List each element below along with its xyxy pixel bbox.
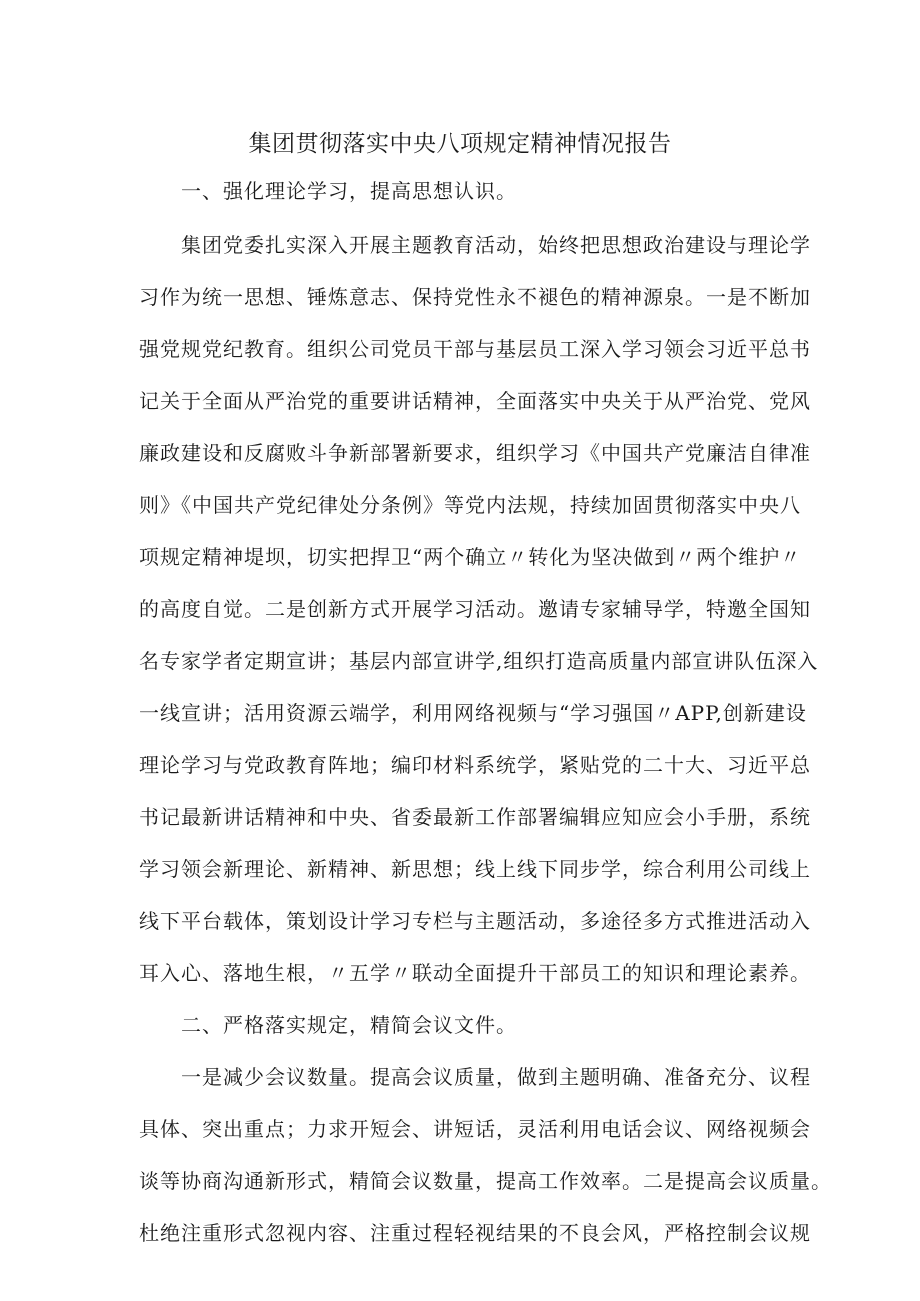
paragraph-line: 耳入心、落地生根，〃五学〃联动全面提升干部员工的知识和理论素养。 bbox=[139, 961, 811, 985]
section-heading-2: 二、严格落实规定，精简会议文件。 bbox=[181, 1013, 517, 1037]
paragraph-line: 一是减少会议数量。提高会议质量，做到主题明确、准备充分、议程 bbox=[181, 1065, 811, 1089]
paragraph-line: 的高度自觉。二是创新方式开展学习活动。邀请专家辅导学，特邀全国知 bbox=[139, 597, 811, 621]
document-title: 集团贯彻落实中央八项规定精神情况报告 bbox=[248, 131, 672, 157]
section-heading-1: 一、强化理论学习，提高思想认识。 bbox=[181, 179, 517, 203]
paragraph-line: 理论学习与党政教育阵地；编印材料系统学，紧贴党的二十大、习近平总 bbox=[139, 753, 811, 777]
paragraph-line: 廉政建设和反腐败斗争新部署新要求，组织学习《中国共产党廉洁自律准 bbox=[139, 441, 811, 465]
paragraph-line: 名专家学者定期宣讲；基层内部宣讲学,组织打造高质量内部宣讲队伍深入 bbox=[139, 649, 819, 673]
paragraph-line: 集团党委扎实深入开展主题教育活动，始终把思想政治建设与理论学 bbox=[181, 233, 811, 257]
paragraph-line: 则》《中国共产党纪律处分条例》等党内法规，持续加固贯彻落实中央八 bbox=[139, 493, 801, 517]
paragraph-line: 强党规党纪教育。组织公司党员干部与基层员工深入学习领会习近平总书 bbox=[139, 337, 811, 361]
paragraph-line: 记关于全面从严治党的重要讲话精神，全面落实中央关于从严治党、党风 bbox=[139, 389, 811, 413]
paragraph-line: 谈等协商沟通新形式，精简会议数量，提高工作效率。二是提高会议质量。 bbox=[139, 1169, 832, 1193]
paragraph-line: 具体、突出重点；力求开短会、讲短话，灵活利用电话会议、网络视频会 bbox=[139, 1117, 811, 1141]
paragraph-line: 项规定精神堤坝，切实把捍卫“两个确立〃转化为坚决做到〃两个维护〃 bbox=[139, 545, 802, 569]
paragraph-line: 学习领会新理论、新精神、新思想；线上线下同步学，综合利用公司线上 bbox=[139, 857, 811, 881]
paragraph-line: 书记最新讲话精神和中央、省委最新工作部署编辑应知应会小手册，系统 bbox=[139, 805, 811, 829]
paragraph-line: 杜绝注重形式忽视内容、注重过程轻视结果的不良会风，严格控制会议规 bbox=[139, 1221, 811, 1245]
paragraph-line: 一线宣讲；活用资源云端学，利用网络视频与“学习强国〃APP,创新建设 bbox=[139, 701, 807, 725]
paragraph-line: 习作为统一思想、锤炼意志、保持党性永不褪色的精神源泉。一是不断加 bbox=[139, 285, 811, 309]
paragraph-line: 线下平台载体，策划设计学习专栏与主题活动，多途径多方式推进活动入 bbox=[139, 909, 811, 933]
